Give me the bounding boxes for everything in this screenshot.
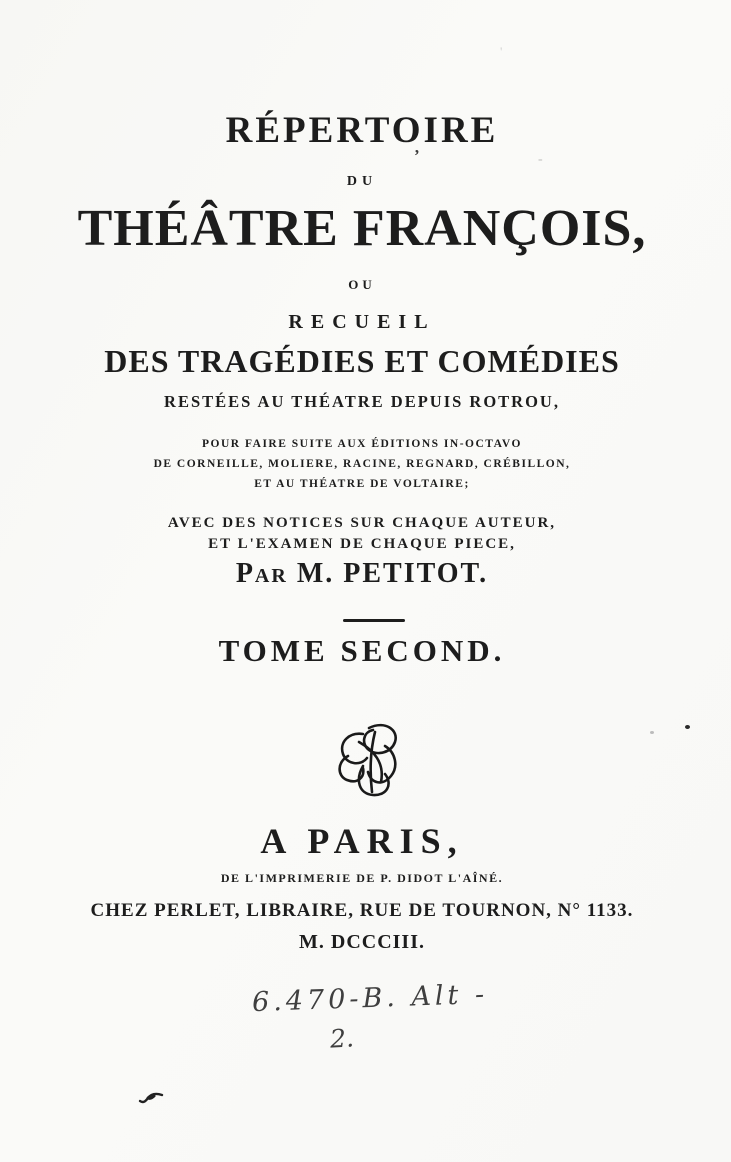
stray-dash-mark: -: [538, 152, 543, 167]
notices-note: [0, 513, 724, 554]
ou-connector: OU: [348, 277, 376, 292]
imprint-year: M. DCCCIII.: [299, 931, 425, 953]
imprint-printer: DE L'IMPRIMERIE DE P. DIDOT L'AÎNÉ.: [220, 871, 504, 885]
scan-speck: ': [500, 44, 503, 59]
handwritten-shelfmark-line2: 2.: [329, 1023, 355, 1054]
ink-dot: [685, 725, 690, 729]
collection-title: DES TRAGÉDIES ET COMÉDIES: [104, 343, 620, 379]
handwritten-checkmark-icon: [138, 1089, 166, 1112]
main-title: THÉÂTRE FRANÇOIS,: [77, 200, 647, 257]
author-line: Par M. PETITOT.: [235, 558, 489, 589]
imprint-city: A PARIS,: [260, 821, 464, 861]
volume-line: TOME SECOND.: [218, 633, 506, 668]
faint-ink-dot: [650, 731, 654, 734]
stray-apostrophe-mark: ’: [414, 146, 420, 165]
printer-monogram-icon: [333, 721, 405, 799]
separator-rule: [343, 619, 405, 622]
series-title: RÉPERTOIRE: [225, 110, 499, 151]
notices-note-line-2: ET L'EXAMEN DE CHAQUE PIECE,: [208, 535, 516, 552]
recueil-label: RECUEIL: [288, 311, 436, 333]
suite-note: [0, 434, 724, 494]
suite-note-line-1: POUR FAIRE SUITE AUX ÉDITIONS IN-OCTAVO: [202, 438, 522, 450]
du-connector: DU: [346, 174, 378, 189]
suite-note-line-2: DE CORNEILLE, MOLIERE, RACINE, REGNARD, CRÉBILLON,: [153, 458, 571, 470]
imprint-bookseller: CHEZ PERLET, LIBRAIRE, RUE DE TOURNON, N° 1133.: [90, 900, 634, 921]
suite-note-line-3: ET AU THÉATRE DE VOLTAIRE;: [254, 478, 470, 490]
scope-line: RESTÉES AU THÉATRE DEPUIS ROTROU,: [164, 392, 560, 411]
notices-note-line-1: AVEC DES NOTICES SUR CHAQUE AUTEUR,: [167, 515, 557, 531]
handwritten-shelfmark-line1: 6.470-B. Alt -: [251, 978, 489, 1019]
